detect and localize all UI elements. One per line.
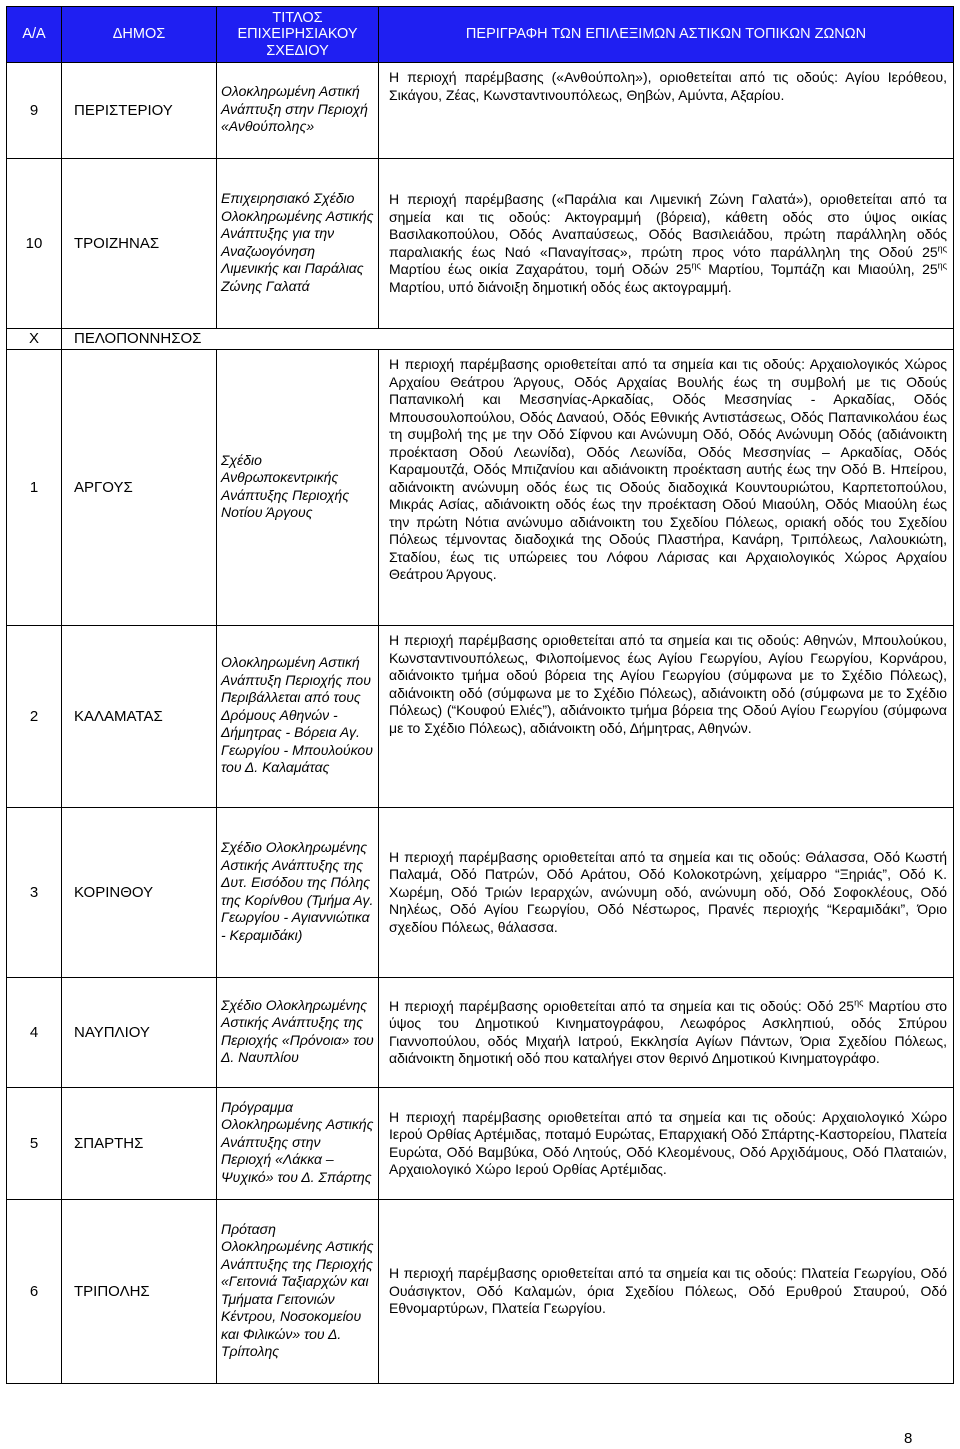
table-row	[7, 808, 954, 978]
row-municipality: ΤΡΙΠΟΛΗΣ	[62, 1200, 217, 1384]
desc-part: Μαρτίου, υπό διάνοιξη δημοτική οδός έως ακτογραμμή.	[389, 278, 732, 295]
region-number: Χ	[7, 329, 62, 350]
description-text	[389, 998, 947, 1068]
table-row	[7, 626, 954, 808]
row-plan-title: Ολοκληρωμένη Αστική Ανάπτυξη στην Περιοχή «Ανθούπολης»	[217, 63, 379, 159]
row-description	[379, 159, 954, 329]
row-municipality: ΣΠΑΡΤΗΣ	[62, 1088, 217, 1200]
header-dimos: ΔΗΜΟΣ	[62, 7, 217, 63]
row-number: 2	[7, 626, 62, 808]
row-description	[379, 350, 954, 626]
region-row	[7, 329, 954, 350]
region-spacer	[379, 329, 954, 350]
row-description	[379, 626, 954, 808]
row-municipality: ΑΡΓΟΥΣ	[62, 350, 217, 626]
row-plan-title: Σχέδιο Ολοκληρωμένης Αστικής Ανάπτυξης της Περιοχής «Πρόνοια» του Δ. Ναυπλίου	[217, 978, 379, 1088]
header-aa: Α/Α	[7, 7, 62, 63]
table-row	[7, 978, 954, 1088]
row-plan-title: Ολοκληρωμένη Αστική Ανάπτυξη Περιοχής που Περιβάλλεται από τους Δρόμους Αθηνών - Δήμητρας - Βόρεια Αγ. Γεωργίου - Μπουλούκου του Δ. Καλαμάτας	[217, 626, 379, 808]
page-number: 8	[904, 1430, 913, 1447]
region-name: ΠΕΛΟΠΟΝΝΗΣΟΣ	[62, 329, 217, 350]
description-text: Η περιοχή παρέμβασης οριοθετείται από τα σημεία και τις οδούς: Πλατεία Γεωργίου, Οδό Ουάσιγκτον, Οδό Καλαμών, όρια Σχεδίου Πόλεως, Οδό Ερυθρού Σταυρού, Οδό Εθνομαρτύρων, Πλατεία Γεωργίου.	[389, 1265, 947, 1317]
superscript: ης	[937, 242, 947, 253]
table-row	[7, 350, 954, 626]
table-row	[7, 159, 954, 329]
row-number: 3	[7, 808, 62, 978]
description-text: Η περιοχή παρέμβασης οριοθετείται από τα σημεία και τις οδούς: Αρχαιολογικό Χώρο Ιερού Ορθίας Αρτέμιδας, ποταμό Ευρώτας, Επαρχιακή Οδό Σπάρτης-Καστορείου, Πλατεία Ευρώτα, Οδό Βαμβύκα, Οδό Λητούς, Οδό Κλεομένους, Οδό Αρχιδάμους, Οδό Πλαταιών, Αρχαιολογικό Χώρο Ιερού Ορθίας Αρτέμιδας.	[389, 1108, 947, 1177]
table-row	[7, 1200, 954, 1384]
row-municipality: ΠΕΡΙΣΤΕΡΙΟΥ	[62, 63, 217, 159]
row-plan-title: Επιχειρησιακό Σχέδιο Ολοκληρωμένης Αστικής Ανάπτυξης για την Αναζωογόνηση Λιμενικής και Παράλιας Ζώνης Γαλατά	[217, 159, 379, 329]
desc-part: Μαρτίου στο ύψος του Δημοτικού Κινηματογράφου, Λεωφόρος Ασκληπιού, οδός Σπύρου Γιαννοπούλου, οδός Μιχαήλ Ιατρού, Εκκλησία Αγίων Πάντων, Όρια Σχεδίου Πόλεως, αδιάνοικτη δημοτική οδό που καταλήγει στον θερινό Δημοτικού Κινηματογράφο.	[389, 997, 947, 1066]
header-title-line3: ΣΧΕΔΙΟΥ	[266, 42, 329, 59]
row-plan-title: Σχέδιο Ανθρωποκεντρικής Ανάπτυξης Περιοχής Νοτίου Άργους	[217, 350, 379, 626]
row-number: 5	[7, 1088, 62, 1200]
description-text: Η περιοχή παρέμβασης οριοθετείται από τα σημεία και τις οδούς: Αθηνών, Μπουλούκου, Κωνσταντινουπόλεως, Φιλοποίμενος έως Αγίου Γεωργίου, Αγίου Γεωργίου, Κορνάρου, αδιάνοικτο τμήμα οδού βόρεια της Αγίου Γεωργίου (σύμφωνα με το Σχέδιο Πόλεως), αδιάνοικτη οδό (σύμφωνα με το Σχέδιο Πόλεως), αδιάνοικτη οδό (σύμφωνα με το Σχέδιο Πόλεως) (“Κουφού Ελιές”), αδιάνοικτο τμήμα βόρεια της Οδού Αγίου Γεωργίου (σύμφωνα με το Σχέδιο Πόλεως), αδιάνοικτη οδό, Δήμητρας, Αθηνών.	[389, 632, 947, 736]
description-text: Η περιοχή παρέμβασης («Ανθούπολη»), οριοθετείται από τις οδούς: Αγίου Ιερόθεου, Σικάγου, Ζέας, Κωνσταντινουπόλεως, Θηβών, Αμύντα, Αξαρίου.	[389, 69, 947, 103]
superscript: ης	[691, 260, 701, 271]
desc-part: Μαρτίου έως οικία Ζαχαράτου, τομή Οδών 25	[389, 261, 692, 277]
row-description	[379, 63, 954, 159]
row-municipality: ΤΡΟΙΖΗΝΑΣ	[62, 159, 217, 329]
row-number: 1	[7, 350, 62, 626]
description-text	[389, 191, 947, 296]
header-title-line2: ΕΠΙΧΕΙΡΗΣΙΑΚΟΥ	[237, 26, 358, 43]
desc-part: Η περιοχή παρέμβασης («Παράλια και Λιμενική Ζώνη Γαλατά»), οριοθετείται από τα σημεία και τις οδούς: Ακτογραμμή (βόρεια), κάθετη οδός στο ύψος οικίας Βασιλακοπούλου, Οδός Αναπαύσεως, Οδός Βασιλειάδου, πρώτη παράλληλη οδός παραλιακής έως Ναό «Παναγίτσας», πρώτη προς νότο παράλληλη της Οδού 25	[389, 191, 947, 260]
description-text: Η περιοχή παρέμβασης οριοθετείται από τα σημεία και τις οδούς: Αρχαιολογικός Χώρος Αρχαίου Θεάτρου Άργους, Οδός Αρχαίας Βουλής έως τη συμβολή με τις Οδούς Παπανικολή και Μεσσηνίας-Αρκαδίας, Οδός Μεσσηνίας - Αρκαδίας, Οδός Μπουσουλοπούλου, Οδός Δαναού, Οδός Εθνικής Αντιστάσεως, Οδός Παπανικολάου έως τη συμβολή της με την Οδό Σίφνου και Ανώνυμη Οδό, Οδός Ανώνυμη Οδός (αδιάνοικτη προέκταση Οδού Λεωνίδα), Οδός Λεωνίδα, Οδός Μεσσηνίας – Αρκαδίας, Οδός Καραμουτζά, Οδός Μπιζανίου και αδιάνοικτη προέκταση αυτής έως την Οδό Β. Ηπείρου, αδιάνοικτη ανώνυμη οδός έως τις Οδούς διαδοχικά Κουντουριώτου, Καρπετοπούλου, Μικράς Ασίας, αδιάνοικτη οδός έως την προέκταση Οδού Μιαούλη, Οδός Μιαούλη έως την πρώτη Νότια ανώνυμο αδιάνοικτη του Σχεδίου Πόλεως, οριακή οδός του Σχεδίου Πόλεως τέμνοντας διαδοχικά της Οδούς Πλαστήρα, Κανάρη, Τριπόλεως, Λαλουκιώτη, Σταδίου, έως τις υπώρειες του Λόφου Λάρισας και Αρχαιολογικός Χώρος Αρχαίου Θεάτρου Άργους.	[389, 356, 947, 582]
row-description	[379, 978, 954, 1088]
row-municipality: ΚΟΡΙΝΘΟΥ	[62, 808, 217, 978]
table-row	[7, 63, 954, 159]
row-number: 9	[7, 63, 62, 159]
table-row	[7, 1088, 954, 1200]
header-description: ΠΕΡΙΓΡΑΦΗ ΤΩΝ ΕΠΙΛΕΞΙΜΩΝ ΑΣΤΙΚΩΝ ΤΟΠΙΚΩΝ ΖΩΝΩΝ	[379, 7, 954, 63]
superscript: ης	[937, 260, 947, 271]
row-number: 6	[7, 1200, 62, 1384]
table-header	[7, 7, 954, 63]
zones-table	[6, 6, 954, 1384]
row-description	[379, 1200, 954, 1384]
row-plan-title: Σχέδιο Ολοκληρωμένης Αστικής Ανάπτυξης της Δυτ. Εισόδου της Πόλης της Κορίνθου (Τμήμα Αγ. Γεωργίου - Αγιαννιώτικα - Κεραμιδάκι)	[217, 808, 379, 978]
desc-part: Μαρτίου, Τομπάζη και Μιαούλη, 25	[700, 261, 938, 277]
superscript: ης	[854, 996, 864, 1007]
row-number: 10	[7, 159, 62, 329]
description-text: Η περιοχή παρέμβασης οριοθετείται από τα σημεία και τις οδούς: Θάλασσα, Οδό Κωστή Παλαμά, Οδό Πατρών, Οδό Αράτου, Οδό Κολοκοτρώνη, χείμαρρο “Ξηριάς”, Οδό Κ. Χωρέμη, Οδό Τριών Ιεραρχών, ανώνυμη οδό, ανώνυμη οδό, Οδό Σοφοκλέους, Οδό Νηλέως, Οδό Αγίου Γεωργίου, Οδό Νέστωρος, Πρανές περιοχής “Κεραμιδάκι”, Όριο σχεδίου Πόλεως, θάλασσα.	[389, 848, 947, 935]
row-municipality: ΝΑΥΠΛΙΟΥ	[62, 978, 217, 1088]
header-title-line1: ΤΙΤΛΟΣ	[272, 9, 323, 26]
row-description	[379, 808, 954, 978]
row-description	[379, 1088, 954, 1200]
row-plan-title: Πρόταση Ολοκληρωμένης Αστικής Ανάπτυξης της Περιοχής «Γειτονιά Ταξιαρχών και Τμήματα Γειτονιών Κέντρου, Νοσοκομείου και Φιλικών» του Δ. Τρίπολης	[217, 1200, 379, 1384]
desc-part: Η περιοχή παρέμβασης οριοθετείται από τα σημεία και τις οδούς: Οδό 25	[389, 997, 855, 1014]
row-plan-title: Πρόγραμμα Ολοκληρωμένης Αστικής Ανάπτυξης στην Περιοχή «Λάκκα – Ψυχικό» του Δ. Σπάρτης	[217, 1088, 379, 1200]
region-spacer	[217, 329, 379, 350]
row-municipality: ΚΑΛΑΜΑΤΑΣ	[62, 626, 217, 808]
header-title	[217, 7, 379, 63]
row-number: 4	[7, 978, 62, 1088]
